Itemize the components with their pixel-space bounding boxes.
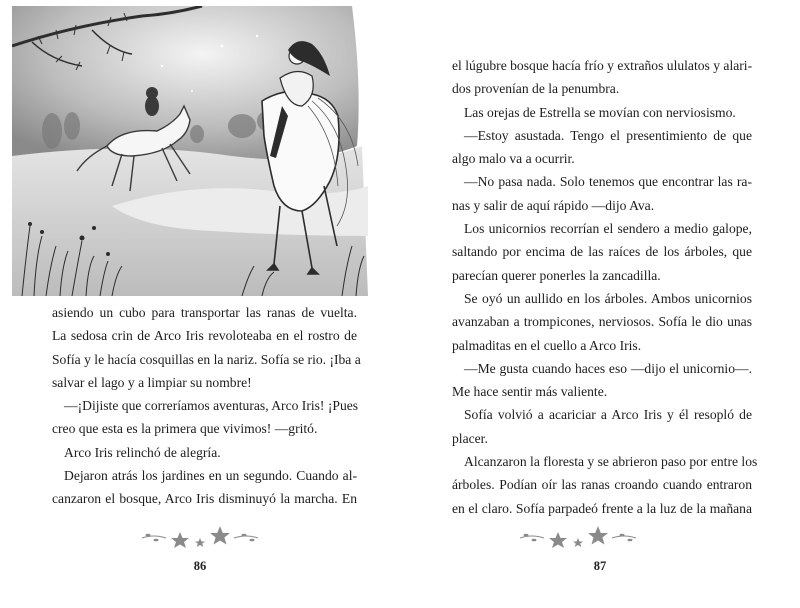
text-line: asiendo un cubo para transportar las ranas de vuelta. <box>52 305 357 320</box>
text-line: palmaditas en el cuello a Arco Iris. <box>452 337 642 353</box>
text-line: salvar el lago y a limpiar su nombre! <box>52 374 252 390</box>
text-line: en el claro. Sofía parpadeó frente a la luz de la mañana <box>452 500 752 516</box>
unicorn-riders-illustration <box>12 6 368 296</box>
star-vine-ornament-icon <box>518 520 638 550</box>
left-page-text <box>52 301 361 511</box>
text-line: avanzaban a trompicones, nerviosos. Sofía le dio unas <box>452 314 752 330</box>
text-line: Las orejas de Estrella se movían con nerviosismo. <box>464 104 736 120</box>
text-line: nas y salir de aquí rápido —dijo Ava. <box>452 197 655 213</box>
star-vine-ornament-icon <box>140 520 260 550</box>
right-page <box>400 0 800 608</box>
text-line: Sofía y le hacía cosquillas en la nariz. Sofía se rio. ¡Iba a <box>52 351 361 367</box>
text-line: Alcanzaron la floresta y se abrieron paso por entre los <box>464 454 758 470</box>
text-line: canzaron el bosque, Arco Iris disminuyó la marcha. En <box>52 491 357 507</box>
text-line: —Estoy asustada. Tengo el presentimiento de que <box>464 127 752 143</box>
right-page-text <box>452 54 758 520</box>
text-line: Los unicornios recorrían el sendero a medio galope, <box>464 221 752 237</box>
text-line: Dejaron atrás los jardines en un segundo. Cuando al- <box>64 468 357 484</box>
text-line: placer. <box>452 430 488 446</box>
text-line: dos provenían de la penumbra. <box>452 81 620 97</box>
page-number: 87 <box>593 559 607 573</box>
text-line: el lúgubre bosque hacía frío y extraños ululatos y alari- <box>452 58 753 73</box>
text-line: Arco Iris relinchó de alegría. <box>64 444 221 460</box>
text-line: árboles. Podían oír las ranas croando cuando entraron <box>452 477 752 493</box>
text-line: algo malo va a ocurrir. <box>452 151 575 167</box>
text-line: saltando por encima de las raíces de los árboles, que <box>452 244 752 260</box>
text-line: —Me gusta cuando haces eso —dijo el unicornio—. <box>464 360 752 376</box>
text-line: —No pasa nada. Solo tenemos que encontrar las ra- <box>464 174 752 190</box>
text-line: —¡Dijiste que correríamos aventuras, Arco Iris! ¡Pues <box>64 398 359 414</box>
text-line: Sofía volvió a acariciar a Arco Iris y él resopló de <box>464 407 752 423</box>
text-line: Me hace sentir más valiente. <box>452 384 608 400</box>
text-line: La sedosa crin de Arco Iris revoloteaba en el rostro de <box>52 328 357 344</box>
text-line: creo que esta es la primera que vivimos! —gritó. <box>52 421 318 437</box>
text-line: Se oyó un aullido en los árboles. Ambos unicornios <box>464 290 752 306</box>
text-line: parecían querer ponerles la zancadilla. <box>452 267 661 283</box>
page-number: 86 <box>193 559 207 573</box>
